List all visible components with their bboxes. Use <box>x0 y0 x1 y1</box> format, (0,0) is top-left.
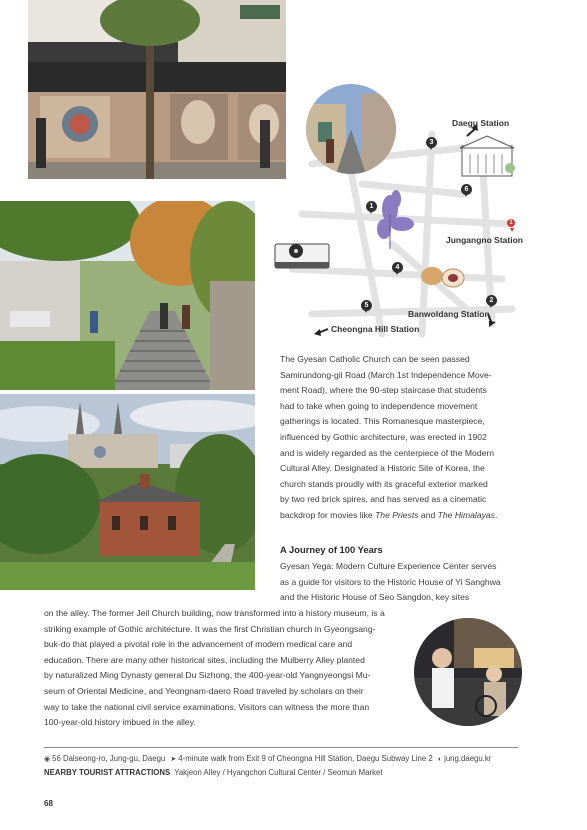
para2-wide-line: way to take the national civil service examinations. Visitors can witness the more than <box>44 701 370 712</box>
journey-paragraph-column <box>280 559 517 606</box>
movie-title-priests: The Priests <box>375 509 419 520</box>
para1-line: ment Road), where the 90-step staircase that students <box>280 385 487 396</box>
jungangno-station-label: Jungangno Station <box>446 235 523 245</box>
para2-line: Gyesan Yega: Modern Culture Experience Center serves <box>280 561 497 571</box>
para1-last-before: backdrop for movies like <box>280 509 376 520</box>
para2-wide-line: on the alley. The former Jeil Church building, now transformed into a history museum, is a <box>44 608 385 618</box>
map-pin-1: 1 <box>366 201 377 212</box>
banwoldang-station-label: Banwoldang Station <box>408 309 490 319</box>
area-map <box>272 84 523 346</box>
section-heading: A Journey of 100 Years <box>280 544 383 555</box>
page-number: 68 <box>44 799 53 808</box>
para1-line: by two red brick spires, and has served as a cinematic <box>280 494 487 505</box>
cheongna-hill-station-label: Cheongna Hill Station <box>331 324 420 334</box>
website-link[interactable]: jung.daegu.kr <box>444 754 492 763</box>
attractions-list: Yakjeon Alley / Hyangchon Cultural Center / Seomun Market <box>174 768 383 777</box>
visit-info-line <box>44 754 518 763</box>
para1-line: gatherings is located. This Romanesque masterpiece, <box>280 416 485 427</box>
globe-icon: ◐ <box>437 756 443 763</box>
map-pin-5: 5 <box>361 300 372 311</box>
directions-text: 4-minute walk from Exit 9 of Cheongna Hill Station, Daegu Subway Line 2 <box>178 754 433 763</box>
mural-street-photo <box>28 0 286 179</box>
location-pin-icon: ◉ <box>44 756 51 763</box>
para2-wide-line: striking example of Gothic architecture. It was the first Christian church in Gyeongsang- <box>44 623 376 634</box>
journey-paragraph-wide <box>44 606 416 731</box>
daegu-station-label: Daegu Station <box>452 118 510 128</box>
para2-wide-line: buk-do that played a pivotal role in the advancement of modern medical care and <box>44 639 353 650</box>
para1-line: influenced by Gothic architecture, was erected in 1902 <box>280 431 487 442</box>
para1-line: and is widely regarded as the centerpiece of the Modern <box>280 447 495 458</box>
para2-wide-line: 100-year-old history imbued in the alley. <box>44 717 196 728</box>
alley-circle-photo <box>306 84 396 174</box>
para1-line: Samirundong-gil Road (March 1st Independence Move- <box>280 369 492 380</box>
para2-line: and the Historic House of Seo Sangdon, key sites <box>280 592 470 603</box>
address-text: 56 Dalseong-ro, Jung-gu, Daegu <box>52 754 166 763</box>
para2-wide-line: by naturalized Ming Dynasty general Du Sizhong, the 400-year-old Yangnyeongsi Mu- <box>44 670 371 681</box>
map-pin-3: 3 <box>426 137 437 148</box>
subway-icon: ➤ <box>170 756 177 763</box>
attractions-line <box>44 768 518 777</box>
map-pin-6: 6 <box>461 184 472 195</box>
map-pin-2: 2 <box>486 295 497 306</box>
church-paragraph <box>280 352 517 524</box>
movie-title-himalayas: The Himalayas <box>437 509 495 520</box>
info-footer <box>44 747 518 777</box>
para1-line: The Gyesan Catholic Church can be seen passed <box>280 354 470 364</box>
church-photo <box>0 394 255 590</box>
para1-last-end: . <box>494 509 498 520</box>
para1-line: Cultural Alley. Designated a Historic Site of Korea, the <box>280 463 485 474</box>
attractions-label: NEARBY TOURIST ATTRACTIONS <box>44 768 171 777</box>
para2-wide-line: education. There are many other historical sites, including the Mulberry Alley planted <box>44 654 365 665</box>
para2-line: as a guide for visitors to the Historic House of Yi Sanghwa <box>280 576 501 587</box>
para1-last-and: and <box>418 509 438 520</box>
map-pin-4: 4 <box>392 262 403 273</box>
para1-line: church stands proudly with its graceful exterior marked <box>280 478 488 489</box>
para1-line: had to take when going to independence movement <box>280 400 478 411</box>
map-pin-red: 1 <box>507 219 515 227</box>
staircase-photo <box>0 201 255 390</box>
para2-wide-line: seum of Oriental Medicine, and Yeongnam-daero Road traveled by scholars on their <box>44 685 364 696</box>
hanbok-circle-photo <box>414 618 522 726</box>
para1-last-line <box>280 508 517 524</box>
